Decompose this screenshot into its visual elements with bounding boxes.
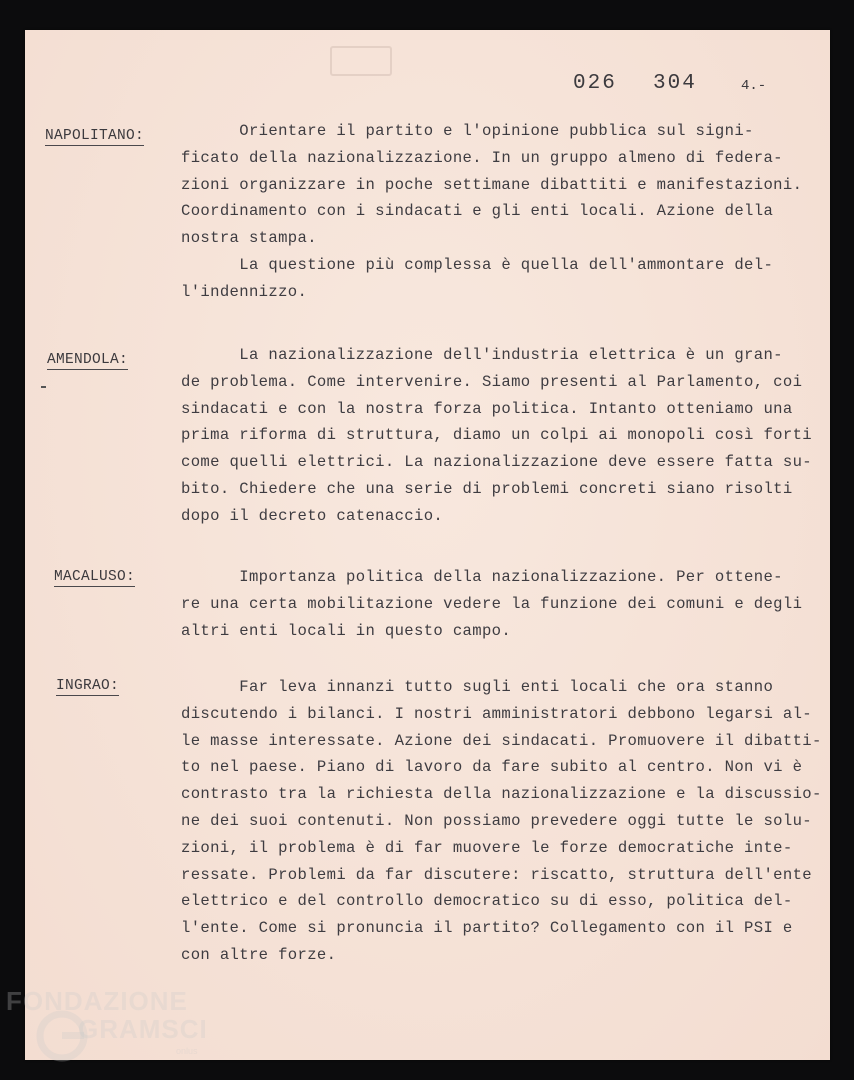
text-line: ficato della nazionalizzazione. In un gruppo almeno di federa- <box>181 148 783 167</box>
paragraph-macaluso <box>181 564 821 644</box>
document-page <box>25 30 830 1060</box>
text-line: l'indennizzo. <box>181 282 308 301</box>
speaker-amendola: AMENDOLA: <box>47 352 129 368</box>
text-line: Orientare il partito e l'opinione pubblica sul signi- <box>181 122 754 140</box>
text-line: l'ente. Come si pronuncia il partito? Collegamento con il PSI e <box>181 919 793 938</box>
reference-number-b: 304 <box>653 72 697 95</box>
text-line: sindacati e con la nostra forza politica. Intanto otteniamo una <box>181 399 793 418</box>
text-line: contrasto tra la richiesta della nazionalizzazione e la discussio- <box>181 785 822 804</box>
text-line: zioni, il problema è di far muovere le forze democratiche inte- <box>181 838 793 857</box>
text-line: discutendo i bilanci. I nostri amministratori debbono legarsi al- <box>181 704 813 723</box>
text-line: to nel paese. Piano di lavoro da fare subito al centro. Non vi è <box>181 758 803 777</box>
text-line: nostra stampa. <box>181 229 317 248</box>
text-line: elettrico e del controllo democratico su di esso, politica del- <box>181 892 793 911</box>
text-line: Importanza politica della nazionalizzazione. Per ottene- <box>181 568 783 586</box>
text-line: prima riforma di struttura, diamo un colpi ai monopoli così forti <box>181 426 813 445</box>
watermark-line1: FONDAZIONE <box>6 986 188 1016</box>
reference-number-a: 026 <box>573 72 617 95</box>
text-line: de problema. Come intervenire. Siamo presenti al Parlamento, coi <box>181 372 803 391</box>
text-line: re una certa mobilitazione vedere la funzione dei comuni e degli <box>181 594 803 613</box>
text-line: altri enti locali in questo campo. <box>181 621 512 640</box>
text-line: Coordinamento con i sindacati e gli enti locali. Azione della <box>181 202 774 221</box>
text-line: le masse interessate. Azione dei sindacati. Promuovere il dibatti- <box>181 731 822 750</box>
text-line: zioni organizzare in poche settimane dibattiti e manifestazioni. <box>181 175 803 194</box>
watermark-line2: GRAMSCI <box>78 1014 208 1044</box>
text-line: ne dei suoi contenuti. Non possiamo prevedere oggi tutte le solu- <box>181 811 813 830</box>
faded-stamp <box>330 46 392 76</box>
speaker-napolitano: NAPOLITANO: <box>45 128 145 144</box>
text-line: con altre forze. <box>181 945 337 964</box>
page-number: 4.- <box>741 78 767 94</box>
paragraph-napolitano <box>181 118 821 306</box>
paragraph-ingrao <box>181 674 821 969</box>
text-line: La nazionalizzazione dell'industria elettrica è un gran- <box>181 346 783 364</box>
speaker-macaluso: MACALUSO: <box>54 569 136 585</box>
speaker-ingrao: INGRAO: <box>56 678 120 694</box>
watermark-logo <box>6 986 216 1076</box>
margin-mark <box>41 386 46 388</box>
watermark-small-text: onlus <box>176 1046 198 1056</box>
text-line: dopo il decreto catenaccio. <box>181 506 444 525</box>
text-line: ressate. Problemi da far discutere: riscatto, struttura dell'ente <box>181 865 813 884</box>
paragraph-amendola <box>181 342 821 530</box>
text-line: La questione più complessa è quella dell'ammontare del- <box>181 255 774 274</box>
text-line: come quelli elettrici. La nazionalizzazione deve essere fatta su- <box>181 453 813 472</box>
text-line: bito. Chiedere che una serie di problemi concreti siano risolti <box>181 479 793 498</box>
text-line: Far leva innanzi tutto sugli enti locali che ora stanno <box>181 678 774 696</box>
